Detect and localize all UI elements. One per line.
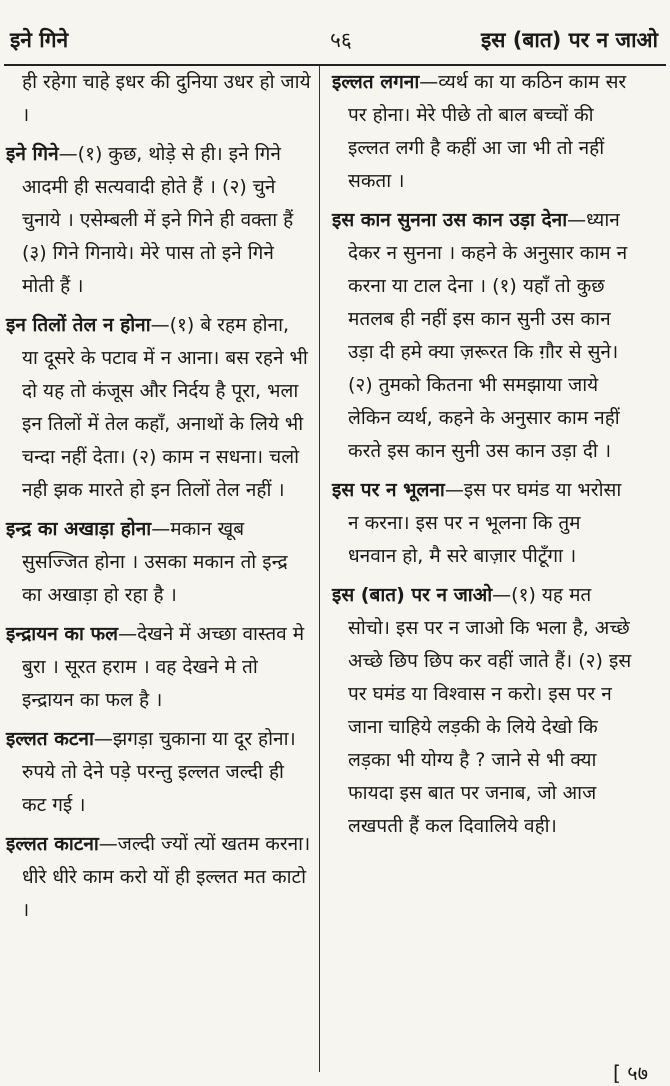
- dictionary-entry: [6, 513, 311, 612]
- entry-definition: —इस पर घमंड या भरोसा न करना। इस पर न भूलना कि तुम धनवान हो, मै सरे बाज़ार पीटूँगा ।: [348, 479, 622, 567]
- dictionary-entry: [332, 474, 632, 573]
- entry-term: इस (बात) पर न जाओ: [332, 584, 493, 606]
- entry-definition: —जल्दी ज्यों त्यों खतम करना। धीरे धीरे काम करो यों ही इल्लत मत काटो ।: [22, 833, 311, 921]
- entry-definition: —(१) यह मत सोचो। इस पर न जाओ कि भला है, अच्छे अच्छे छिप छिप कर वहीं जाते हैं। (२) इस पर घमंड या विश्वास न करो। इस पर न जाना चाहिये लड़की के लिये देखो कि लड़का भी योग्य है ? जाने से भी क्या फायदा इस बात पर जनाब, जो आज लखपती हैं कल दिवालिये वही।: [348, 584, 632, 837]
- dictionary-entry: [6, 66, 311, 132]
- dictionary-entry: [332, 579, 632, 843]
- entry-definition: —ध्यान देकर न सुनना । कहने के अनुसार काम न करना या टाल देना । (१) यहाँ तो कुछ मतलब ही नहीं इस कान सुनी उस कान उड़ा दी हमे क्या ज़रूरत कि ग़ौर से सुने। (२) तुमको कितना भी समझाया जाये लेकिन व्यर्थ, कहने के अनुसार काम नहीं करते इस कान सुनी उस कान उड़ा दी ।: [348, 209, 628, 462]
- right-column: [332, 66, 632, 849]
- left-column: [6, 66, 311, 933]
- page-header: [10, 26, 658, 62]
- entry-definition: —व्यर्थ का या कठिन काम सर पर होना। मेरे पीछे तो बाल बच्चों की इल्लत लगी है कहीं आ जा भी तो नहीं सकता ।: [348, 71, 627, 192]
- entry-term: इल्लत कटना: [6, 728, 94, 750]
- entry-term: इल्लत लगना: [332, 71, 420, 93]
- next-page-fragment: [ ५७: [613, 1061, 648, 1085]
- dictionary-entry: [6, 309, 311, 507]
- dictionary-entry: [6, 618, 311, 717]
- column-divider: [319, 66, 320, 1072]
- dictionary-entry: [6, 138, 311, 303]
- entry-term: इस कान सुनना उस कान उड़ा देना: [332, 209, 568, 231]
- header-left-guideword: इने गिने: [10, 28, 69, 52]
- entry-definition: ही रहेगा चाहे इधर की दुनिया उधर हो जाये ।: [22, 71, 311, 126]
- entry-term: इन्द्र का अखाड़ा होना: [6, 518, 152, 540]
- dictionary-entry: [6, 828, 311, 927]
- entry-definition: —मकान खूब सुसज्जित होना । उसका मकान तो इन्द्र का अखाड़ा हो रहा है ।: [22, 518, 288, 606]
- page-number: ५६: [330, 28, 352, 52]
- entry-definition: —(१) कुछ, थोड़े से ही। इने गिने आदमी ही सत्यवादी होते हैं । (२) चुने चुनाये । एसेम्बली में इने गिने ही वक्ता हैं (३) गिने गिनाये। मेरे पास तो इने गिने मोती हैं ।: [22, 143, 294, 297]
- entry-term: इन्द्रायन का फल: [6, 623, 119, 645]
- entry-definition: —झगड़ा चुकाना या दूर होना। रुपये तो देने पड़े परन्तु इल्लत जल्दी ही कट गई ।: [22, 728, 296, 816]
- header-right-guideword: इस (बात) पर न जाओ: [480, 28, 658, 52]
- entry-term: इने गिने: [6, 143, 59, 165]
- entry-term: इन तिलों तेल न होना: [6, 314, 151, 336]
- dictionary-entry: [332, 66, 632, 198]
- entry-definition: —देखने में अच्छा वास्तव मे बुरा । सूरत हराम । वह देखने मे तो इन्द्रायन का फल है ।: [22, 623, 305, 711]
- entry-definition: —(१) बे रहम होना, या दूसरे के पटाव में न आना। बस रहने भी दो यह तो कंजूस और निर्दय है पूरा, भला इन तिलों में तेल कहाँ, अनाथों के लिये भी चन्दा नहीं देता। (२) काम न सधना। चलो नही झक मारते हो इन तिलों तेल नहीं ।: [22, 314, 308, 501]
- entry-term: इल्लत काटना: [6, 833, 99, 855]
- entry-term: इस पर न भूलना: [332, 479, 445, 501]
- dictionary-entry: [332, 204, 632, 468]
- dictionary-entry: [6, 723, 311, 822]
